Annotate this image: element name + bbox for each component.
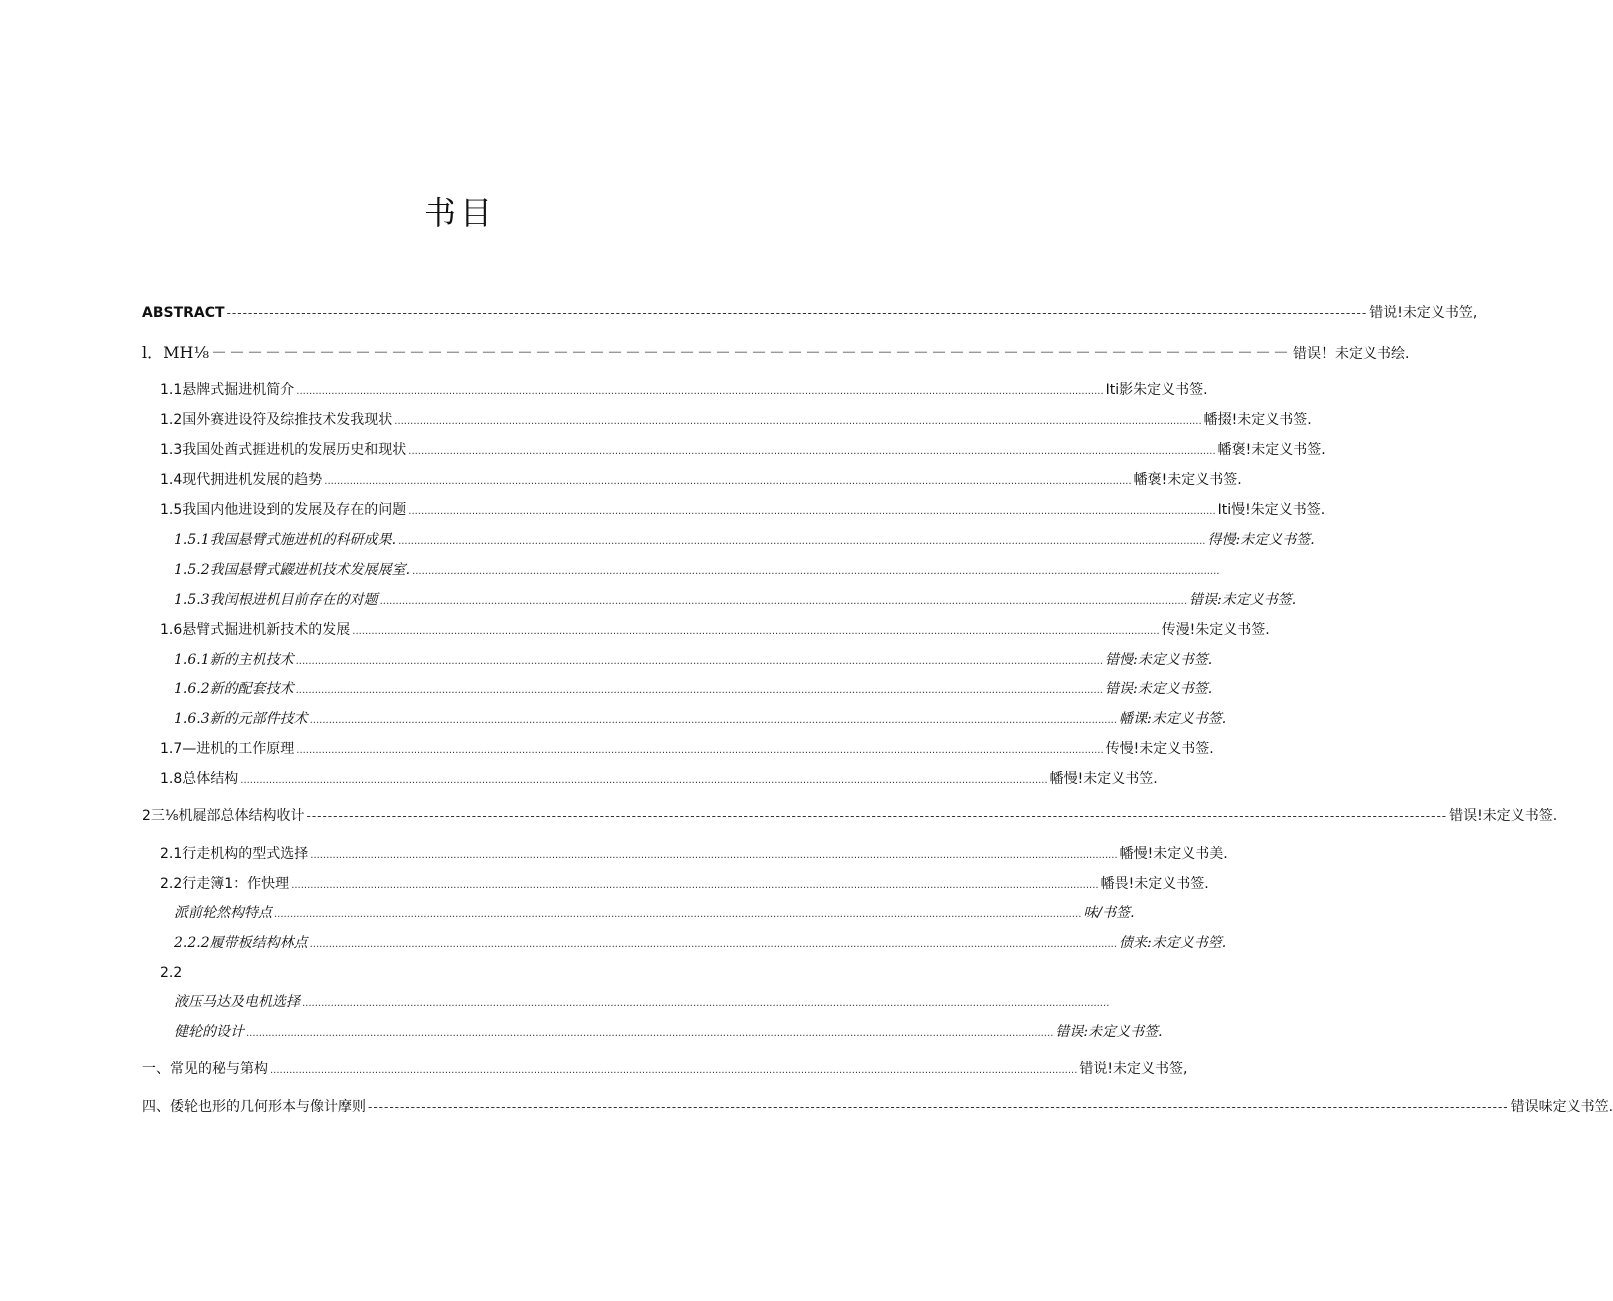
toc-entry-number: 1.6.2: [174, 681, 210, 697]
page-title: 书目: [423, 194, 496, 232]
toc-entry-number: 1.5: [160, 502, 183, 518]
toc-entry-label: 行走机构的型式选择: [182, 846, 309, 862]
toc-entry-page: 幡畏!未定义书签.: [1100, 876, 1209, 892]
toc-entry-page: Iti慢!朱定义书签.: [1217, 502, 1326, 518]
toc-entry-label: 2.2履带板结构林点: [187, 935, 308, 951]
leader-dots: ..............................................................................................................................................................................................................................................................: [379, 596, 1188, 607]
toc-entry-label: 我国悬臂式鼹进机技术发展展室.: [209, 562, 411, 578]
toc-entry-number: 1.5.2: [174, 562, 210, 578]
toc-entry-chapter-2[interactable]: [142, 805, 1558, 827]
leader-dashes: ----------------------------------------------------------------------------------------------------------------------------------------------------------------------------------------------------------------------: [226, 306, 1368, 320]
toc-entry-number: 1.4: [160, 472, 183, 488]
leader-dots: ..............................................................................................................................................................................................................................................................: [309, 715, 1118, 726]
toc-entry-label: l．MH⅛: [142, 343, 209, 362]
toc-entry-page: 错误:未定义书签.: [1105, 681, 1213, 697]
toc-entry-page: 幡褒!未定义书签.: [1217, 442, 1326, 458]
toc-entry-page: 错误:未定义书签.: [1189, 592, 1297, 608]
toc-entry-page: 味/书签.: [1083, 905, 1135, 921]
toc-entry-label: 悬臂式掘进机新技术的发展: [182, 622, 351, 638]
leader-dots: ..............................................................................................................................................................................................................................................................: [309, 939, 1118, 950]
toc-entry-page: 错误:未定义书签.: [1055, 1024, 1163, 1040]
toc-entry-number: 1.5.3: [174, 592, 210, 608]
toc-entry-1-6-2[interactable]: [174, 678, 1213, 700]
leader-dots: ..............................................................................................................................................................................................................................................................: [352, 626, 1160, 637]
toc-entry-number: 1.6: [160, 622, 183, 638]
leader-dots: ..............................................................................................................................................................................................................................................................: [408, 506, 1216, 517]
toc-entry-1-8[interactable]: [160, 768, 1158, 790]
toc-entry-section-1[interactable]: [142, 1058, 1188, 1080]
toc-entry-number: 1.1: [160, 382, 183, 398]
toc-entry-1-7[interactable]: [160, 738, 1214, 760]
toc-entry-1-6-3[interactable]: [174, 708, 1227, 730]
toc-entry-number: 1.6.1: [174, 652, 210, 668]
leader-dots: ..............................................................................................................................................................................................................................................................: [296, 386, 1104, 397]
toc-entry-abstract[interactable]: [142, 302, 1478, 324]
toc-entry-label: 派前轮然构特点: [174, 905, 272, 921]
toc-entry-2-1[interactable]: [160, 843, 1228, 865]
toc-entry-1-1[interactable]: [160, 379, 1208, 401]
toc-entry-1-4[interactable]: [160, 469, 1242, 491]
toc-entry-page: Iti影朱定义书签.: [1105, 382, 1208, 398]
toc-entry-page: 错慢:未定义书签.: [1105, 652, 1213, 668]
toc-entry-page: 错误味定义书笠.: [1510, 1099, 1613, 1115]
leader-dots: ..............................................................................................................................................................................................................................................................: [270, 1065, 1078, 1076]
leader-dots: ..............................................................................................................................................................................................................................................................: [412, 566, 1220, 577]
toc-entry-number: 1.2: [160, 412, 183, 428]
leader-dots: ..............................................................................................................................................................................................................................................................: [274, 909, 1082, 920]
toc-entry-page: 幡褒!未定义书签.: [1133, 472, 1242, 488]
toc-entry-1-5[interactable]: [160, 499, 1326, 521]
toc-entry-1-5-2[interactable]: [174, 559, 1220, 581]
toc-entry-label: 2三⅛机屣部总体结构收计: [142, 808, 305, 824]
toc-entry-page: 错说!未定义书签,: [1079, 1061, 1188, 1077]
toc-entry-wheel-design[interactable]: [174, 1021, 1163, 1043]
leader-dots: ..............................................................................................................................................................................................................................................................: [246, 1028, 1054, 1039]
toc-entry-2-2-2[interactable]: [174, 932, 1227, 954]
toc-entry-number: 1.7: [160, 741, 183, 757]
toc-entry-page: 错说!未定义书笠,: [1369, 305, 1478, 321]
toc-entry-1-6[interactable]: [160, 619, 1270, 641]
leader-dots: ..............................................................................................................................................................................................................................................................: [408, 446, 1216, 457]
toc-entry-label: 健轮的设计: [174, 1024, 244, 1040]
toc-entry-label: 总体结构: [182, 771, 239, 787]
toc-entry-number: 1.8: [160, 771, 183, 787]
toc-entry-page: 幡慢!未定义书美.: [1119, 846, 1228, 862]
toc-entry-number: 1.5.1: [174, 532, 210, 548]
toc-entry-number: 1.3: [160, 442, 183, 458]
toc-entry-number: 2.1: [160, 846, 183, 862]
toc-entry-page: 错误！未定义书绘.: [1292, 346, 1410, 362]
leader-dots: ..............................................................................................................................................................................................................................................................: [302, 998, 1110, 1009]
toc-entry-label: 现代拥进机发展的趋势: [182, 472, 323, 488]
toc-entry-page: 幡课:未定义书签.: [1119, 711, 1227, 727]
toc-entry-label: 我国悬臂式施进机的科研成果.: [209, 532, 397, 548]
toc-entry-label: 四、倭轮也形的几何形本与像计摩则: [142, 1099, 366, 1115]
toc-entry-page: 债来:未定义书箜.: [1119, 935, 1227, 951]
toc-entry-page: 得慢:未定义书签.: [1207, 532, 1315, 548]
toc-entry-label: 新的元部件技术: [209, 711, 308, 727]
toc-entry-page: 幡掇!未定义书签.: [1203, 412, 1312, 428]
toc-entry-label: 行走簿1：作快理: [182, 876, 290, 892]
toc-entry-label: ABSTRACT: [142, 305, 225, 321]
toc-entry-label: 国外赛进设符及综推技术发我现状: [182, 412, 393, 428]
toc-entry-label: 我国处酋式捱进机的发展历史和现状: [182, 442, 407, 458]
toc-entry-chapter-1[interactable]: [142, 342, 1410, 364]
leader-dashes: －－－－－－－－－－－－－－－－－－－－－－－－－－－－－－－－－－－－－－－－－－－－－－－－－－－－－－－－－－－－: [210, 343, 1291, 362]
toc-entry-2-2[interactable]: [160, 873, 1209, 895]
toc-entry-1-5-1[interactable]: [174, 529, 1315, 551]
toc-entry-label: 一、常见的秘与第构: [142, 1061, 268, 1077]
leader-dots: ..............................................................................................................................................................................................................................................................: [324, 476, 1132, 487]
toc-entry-1-6-1[interactable]: [174, 649, 1213, 671]
leader-dots: ..............................................................................................................................................................................................................................................................: [295, 656, 1104, 667]
toc-entry-page: 幡慢!未定义书笠.: [1049, 771, 1158, 787]
toc-entry-label: —进机的工作原理: [182, 741, 295, 757]
toc-entry-motor-selection[interactable]: [174, 991, 1110, 1013]
leader-dots: ..............................................................................................................................................................................................................................................................: [398, 536, 1206, 547]
leader-dashes: ----------------------------------------------------------------------------------------------------------------------------------------------------------------------------------------------------------------------: [368, 1100, 1509, 1114]
toc-entry-section-4[interactable]: [142, 1096, 1613, 1118]
toc-entry-number: 1.6.3: [174, 711, 210, 727]
leader-dashes: ----------------------------------------------------------------------------------------------------------------------------------------------------------------------------------------------------------------------: [306, 809, 1448, 823]
toc-entry-label: 液压马达及电机选择: [174, 994, 300, 1010]
toc-entry-page: 传漫!朱定义书签.: [1161, 622, 1270, 638]
toc-entry-number: 2.2: [160, 876, 183, 892]
toc-entry-number: 2.: [174, 935, 188, 951]
toc-entry-label: 新的配套技术: [209, 681, 294, 697]
leader-dots: ..............................................................................................................................................................................................................................................................: [296, 745, 1104, 756]
toc-entry-label: 悬牌式掘进机简介: [182, 382, 295, 398]
toc-entry-label: 新的主机技术: [209, 652, 294, 668]
leader-dots: ..............................................................................................................................................................................................................................................................: [394, 416, 1202, 427]
toc-entry-page: 传慢!未定义书签.: [1105, 741, 1214, 757]
toc-entry-page: 错误!未定义书签.: [1449, 808, 1558, 824]
toc-entry-1-2[interactable]: [160, 409, 1312, 431]
toc-entry-number: 2.2: [160, 965, 183, 981]
leader-dots: ..............................................................................................................................................................................................................................................................: [291, 880, 1099, 891]
leader-dots: ..............................................................................................................................................................................................................................................................: [240, 775, 1048, 786]
toc-entry-label: 我闰根进机目前存在的对题: [209, 592, 378, 608]
leader-dots: ..............................................................................................................................................................................................................................................................: [310, 850, 1118, 861]
toc-entry-2-2-standalone: [160, 962, 740, 984]
leader-dots: ..............................................................................................................................................................................................................................................................: [295, 685, 1104, 696]
toc-entry-track-features[interactable]: [174, 902, 1135, 924]
toc-entry-label: 我国内他进设到的发展及存在的问题: [182, 502, 407, 518]
toc-entry-1-3[interactable]: [160, 439, 1326, 461]
toc-entry-1-5-3[interactable]: [174, 589, 1297, 611]
